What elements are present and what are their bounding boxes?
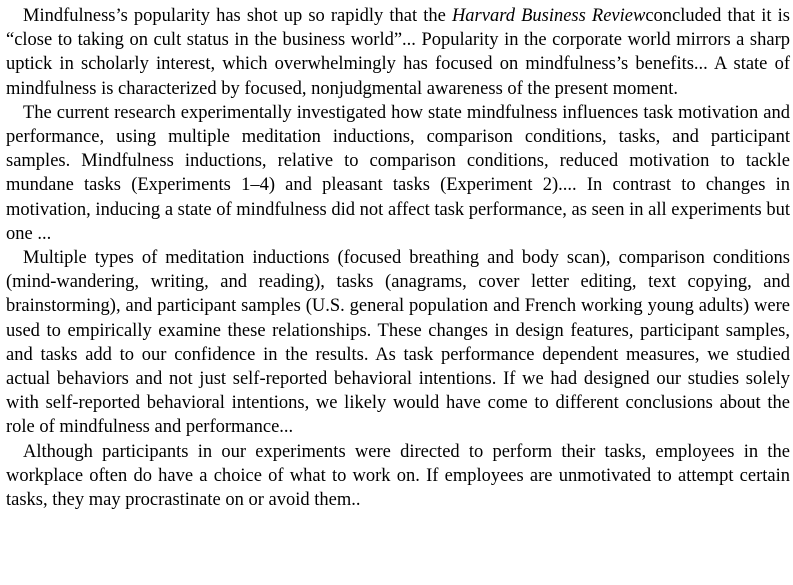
paragraph-2: The current research experimentally investigated how state mindfulness influences task motivation and performance, using multiple meditation inductions, comparison conditions, tasks, and participant samples. Mindfulness inductions, relative to comparison conditions, reduced motivation to tackle mundane tasks (Experiments 1–4) and pleasant tasks (Experiment 2).... In contrast to changes in motivation, inducing a state of mindfulness did not affect task performance, as seen in all experiments but one ... <box>6 102 790 244</box>
paragraph-1 <box>6 4 790 101</box>
paragraph-1-body: concluded that it is “close to taking on cult status in the business world”... Popularity in the corporate world mirrors a sharp uptick in scholarly interest, which overwhelmingly has focused on mindfulness’s benefits... A state of mindfulness is characterized by focused, nonjudgmental awareness of the present moment. <box>6 6 790 99</box>
paragraph-3: Multiple types of meditation inductions (focused breathing and body scan), comparison conditions (mind-wandering, writing, and reading), tasks (anagrams, cover letter editing, text copying, and brainstorming), and participant samples (U.S. general population and French working young adults) were used to empirically examine these relationships. These changes in design features, participant samples, and tasks add to our confidence in the results. As task performance dependent measures, we studied actual behaviors and not just self-reported behavioral intentions. If we had designed our studies solely with self-reported behavioral intentions, we likely would have come to different conclusions about the role of mindfulness and performance... <box>6 248 790 438</box>
journal-title: Harvard Business Review <box>451 6 646 26</box>
paragraph-1-lead: Mindfulness’s popularity has shot up so rapidly that the <box>23 6 452 26</box>
paragraph-4: Although participants in our experiments were directed to perform their tasks, employees in the workplace often do have a choice of what to work on. If employees are unmotivated to attempt certain tasks, they may procrastinate on or avoid them.. <box>6 441 790 511</box>
document-body <box>6 4 790 512</box>
